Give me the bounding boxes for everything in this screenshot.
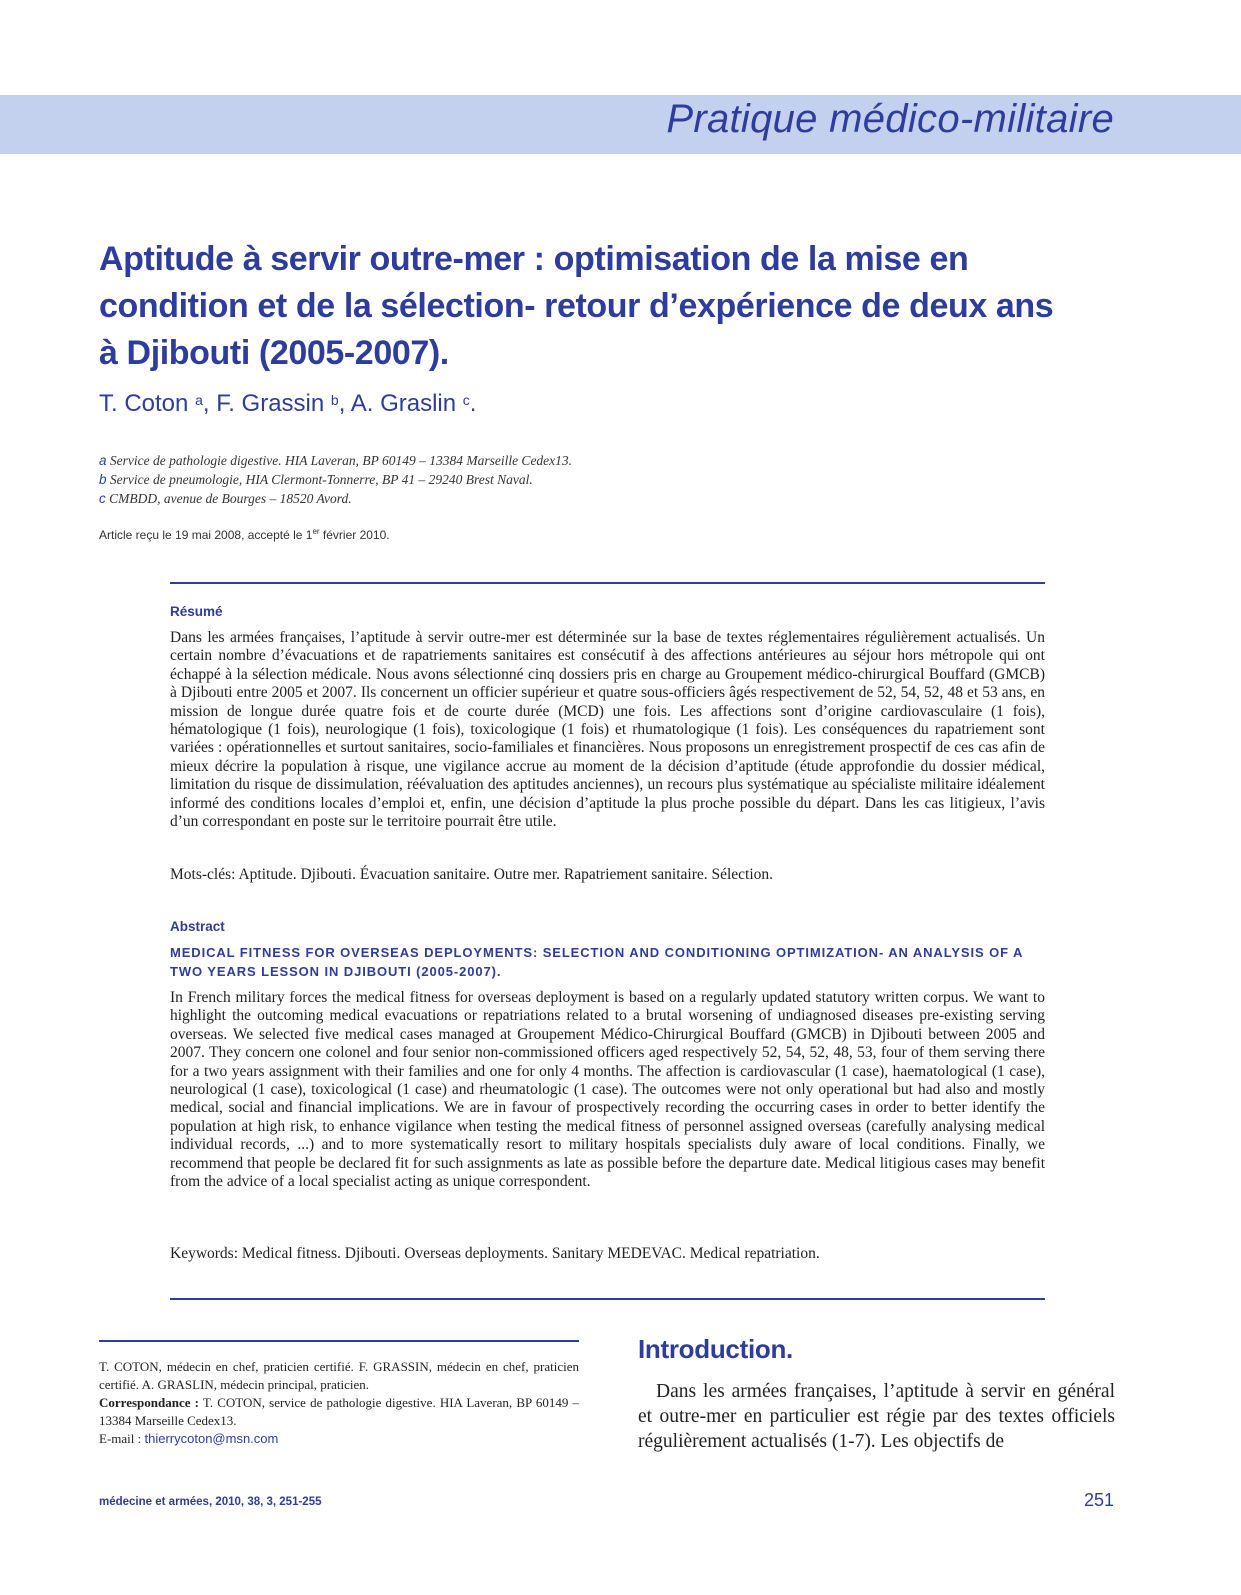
affiliation-text: Service de pneumologie, HIA Clermont-Tonnerre, BP 41 – 29240 Brest Naval.: [109, 472, 533, 487]
resume-label: Résumé: [170, 604, 223, 619]
author-separator: .: [469, 390, 477, 417]
article-title: [99, 236, 1149, 377]
affiliation-item: [99, 489, 572, 508]
affiliation-text: CMBDD, avenue de Bourges – 18520 Avord.: [109, 491, 352, 506]
author-name: F. Grassin: [216, 390, 325, 417]
section-title: Pratique médico-militaire: [666, 97, 1114, 141]
received-sup: er: [312, 527, 320, 536]
introduction-heading: Introduction.: [638, 1334, 793, 1364]
abstract-text: In French military forces the medical fitness for overseas deployment is based on a regularly updated statutory written corpus. We want to highlight the outcoming medical evacuations or repatriations related to a brutal worsening of undiagnosed diseases pre-existing serving overseas. We selected five medical cases managed at Groupement Médico-Chirurgical Bouffard (GMCB) in Djibouti between 2005 and 2007. They concern one colonel and four senior non-commissioned officers aged respectively 52, 54, 52, 48, 53, four of them serving there for a two years assignment with their families and one for only 4 months. The affection is cardiovascular (1 case), haematological (1 case), neurological (1 case), toxicological (1 case) and rheumatologic (1 case). The outcomes were not only operational but had also and mostly medical, social and financial implications. We are in favour of prospectively recording the occurring cases in order to better identify the population at high risk, to enhance vigilance when testing the medical fitness of personnel assigned overseas (carefully analysing medical individual records, ...) and to more systematically resort to military hospitals specialists duly aware of local conditions. Finally, we recommend that people be declared fit for such assignments as late as possible before the departure date. Medical litigious cases may benefit from the advice of a local specialist acting as unique correspondent.: [170, 989, 1045, 1191]
author-affil-marker: a: [195, 392, 203, 408]
footnote-email-line: [99, 1430, 579, 1448]
author-name: A. Graslin: [350, 390, 457, 417]
affiliation-letter: b: [99, 472, 107, 487]
abstract-title: MEDICAL FITNESS FOR OVERSEAS DEPLOYMENTS: SELECTION AND CONDITIONING OPTIMIZATION- AN ANALYSIS OF A TWO YEARS LESSON IN DJIBOUTI (2005-2007).: [170, 945, 1023, 979]
abstract-keywords: Keywords: Medical fitness. Djibouti. Overseas deployments. Sanitary MEDEVAC. Medical repatriation.: [170, 1245, 820, 1262]
correspondence-text: T. COTON, service de pathologie digestive. HIA Laveran, BP 60149 –13384 Marseille Cedex13.: [99, 1395, 580, 1428]
received-suffix: février 2010.: [319, 528, 390, 542]
email-link[interactable]: thierrycoton@msn.com: [144, 1431, 279, 1446]
author-affil-marker: c: [462, 392, 470, 408]
resume-keywords: Mots-clés: Aptitude. Djibouti. Évacuation sanitaire. Outre mer. Rapatriement sanitaire. Sélection.: [170, 866, 774, 883]
footnote-credentials: T. COTON, médecin en chef, praticien certifié. F. GRASSIN, médecin en chef, praticien certifié. A. GRASLIN, médecin principal, praticien.: [99, 1359, 579, 1392]
author-separator: ,: [338, 390, 351, 417]
received-date: [99, 527, 390, 542]
title-line-1: Aptitude à servir outre-mer : optimisation de la mise en: [99, 240, 969, 278]
introduction-text: Dans les armées françaises, l’aptitude à servir en général et outre-mer en particulier est régie par des textes officiels régulièrement actualisés (1-7). Les objectifs de: [638, 1381, 1115, 1452]
author-affil-marker: b: [330, 392, 339, 408]
footnote-rule: [99, 1340, 579, 1342]
affiliation-letter: c: [99, 491, 106, 506]
author-list: [99, 390, 476, 418]
email-label: E-mail :: [99, 1431, 145, 1446]
received-prefix: Article reçu le 19 mai 2008, accepté le 1: [99, 528, 313, 542]
footnote: [99, 1358, 579, 1448]
title-line-3: à Djibouti (2005-2007).: [99, 334, 449, 372]
divider-top: [170, 582, 1045, 584]
affiliation-item: [99, 451, 572, 470]
author-separator: ,: [202, 390, 217, 417]
title-line-2: condition et de la sélection- retour d’expérience de deux ans: [99, 287, 1054, 325]
affiliation-item: [99, 470, 572, 489]
divider-bottom: [170, 1298, 1045, 1300]
affiliation-letter: a: [99, 453, 107, 468]
correspondence-label: Correspondance :: [99, 1395, 199, 1410]
section-band: [0, 95, 1241, 154]
affiliation-text: Service de pathologie digestive. HIA Laveran, BP 60149 – 13384 Marseille Cedex13.: [109, 453, 573, 468]
journal-citation: médecine et armées, 2010, 38, 3, 251-255: [99, 1496, 322, 1508]
footnote-correspondence: [99, 1394, 579, 1430]
resume-text: Dans les armées françaises, l’aptitude à servir outre-mer est déterminée sur la base de textes réglementaires régulièrement actualisés. Un certain nombre d’évacuations et de rapatriements sanitaires est consécutif à des affections antérieures au séjour hors métropole qui ont échappé à la sélection médicale. Nous avons sélectionné cinq dossiers pris en charge au Groupement médico-chirurgical Bouffard (GMCB) à Djibouti entre 2005 et 2007. Ils concernent un officier supérieur et quatre sous-officiers âgés respectivement de 52, 54, 52, 48 et 53 ans, en mission de longue durée quatre fois et de courte durée (MCD) une fois. Les affections sont d’origine cardiovasculaire (1 fois), hématologique (1 fois), neurologique (1 fois), toxicologique (1 fois) et rhumatologique (1 fois). Les conséquences du rapatriement sont variées : opérationnelles et surtout sanitaires, socio-familiales et financières. Nous proposons un enregistrement prospectif de ces cas afin de mieux décrire la population à risque, une vigilance accrue au moment de la décision d’aptitude (étude approfondie du dossier médical, limitation du risque de dissimulation, réévaluation des aptitudes anciennes), un recours plus systématique au spécialiste militaire idéalement informé des conditions locales d’emploi et, enfin, une décision d’aptitude la plus proche possible du départ. Dans les cas litigieux, l’avis d’un correspondant en poste sur le territoire pourrait être utile.: [170, 629, 1045, 831]
author-name: T. Coton: [99, 390, 189, 417]
affiliations: [99, 451, 572, 508]
abstract-label: Abstract: [170, 919, 225, 934]
page-number: 251: [1083, 1490, 1114, 1510]
